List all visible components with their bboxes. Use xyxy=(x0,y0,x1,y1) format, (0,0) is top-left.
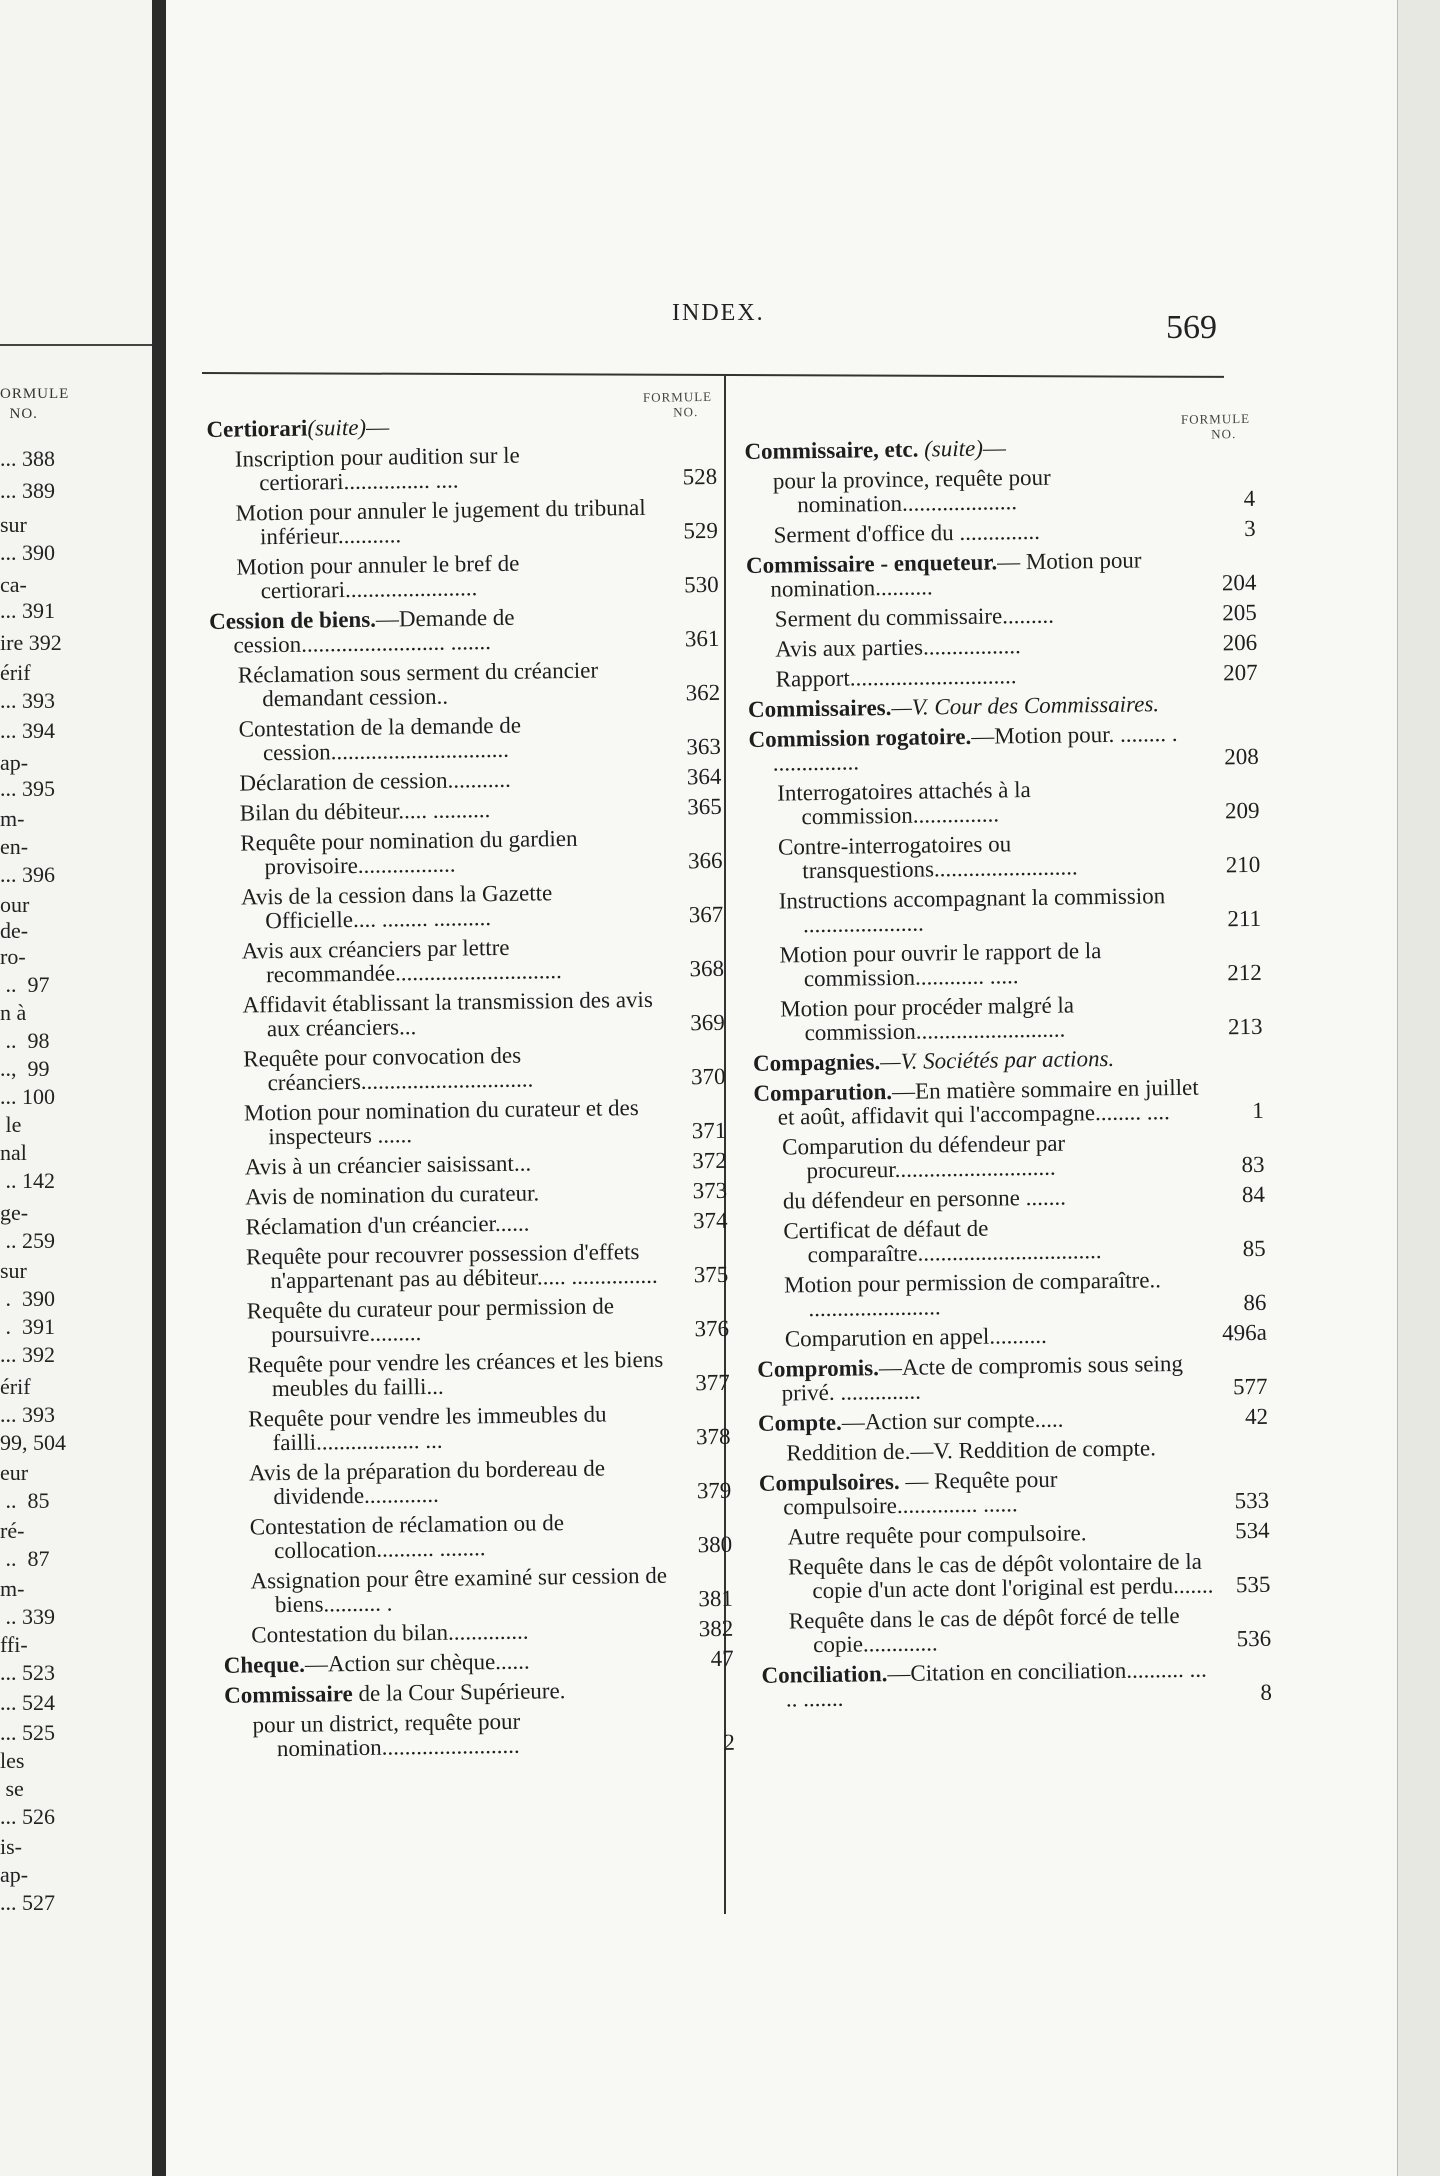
index-subentry xyxy=(757,1321,1267,1352)
formule-number: 4 xyxy=(1243,485,1256,512)
entry-text: Avis de la cession dans la Gazette Officielle.... ........ .......... xyxy=(240,880,553,934)
formule-number: 530 xyxy=(684,571,719,598)
previous-page-entry: .. 97 xyxy=(0,972,50,997)
index-subentry xyxy=(212,825,723,880)
header-rule xyxy=(202,372,1224,378)
entry-text: Serment d'office du .............. xyxy=(773,518,1041,548)
formule-number: 367 xyxy=(688,901,724,928)
previous-page-entry: ... 393 xyxy=(0,688,55,713)
column-heading-no: NO. xyxy=(1211,426,1237,442)
entry-heading: Commissaire, etc. xyxy=(744,436,919,464)
previous-page-entry: .. 142 xyxy=(0,1168,55,1193)
index-subentry xyxy=(750,829,1261,884)
index-subentry xyxy=(219,1293,730,1348)
previous-page-entry: . 391 xyxy=(0,1314,55,1339)
index-subentry xyxy=(749,775,1260,830)
previous-page-entry: ... 525 xyxy=(0,1720,55,1745)
entry-text: Rapport............................. xyxy=(775,663,1017,692)
index-subentry xyxy=(761,1603,1272,1658)
formule-number: 213 xyxy=(1227,1013,1263,1040)
previous-page-entry: .. 87 xyxy=(0,1546,50,1571)
entry-text: Contre-interrogatoires ou transquestions......................... xyxy=(777,831,1078,884)
formule-number xyxy=(661,435,717,436)
index-subentry xyxy=(754,1129,1265,1184)
formule-number: 371 xyxy=(691,1117,727,1144)
column-heading-formule: FORMULE xyxy=(642,388,713,405)
entry-text: Instructions accompagnant la commission ..................... xyxy=(778,883,1166,938)
index-subentry xyxy=(222,1563,733,1618)
entry-text: Réclamation d'un créancier...... xyxy=(245,1210,530,1240)
previous-page-entry: ... 523 xyxy=(0,1660,55,1685)
index-subentry xyxy=(208,549,719,604)
left-column xyxy=(206,389,735,1768)
entry-text: Requête du curateur pour permission de poursuivre......... xyxy=(246,1293,615,1348)
entry-heading: Certiorari xyxy=(206,415,308,442)
index-subentry xyxy=(758,1435,1268,1466)
entry-text: Motion pour nomination du curateur et des inspecteurs ...... xyxy=(243,1095,639,1150)
formule-number: 208 xyxy=(1224,743,1259,770)
previous-page-header: ORMULE NO. xyxy=(0,386,70,422)
entry-rest: —Motion pour. ........ . ............... xyxy=(772,720,1178,776)
formule-number: 381 xyxy=(698,1585,734,1612)
index-subentry xyxy=(756,1267,1267,1322)
entry-text: Bilan du débiteur..... .......... xyxy=(239,797,491,826)
entry-rest: — xyxy=(365,414,390,440)
previous-page-entry: m- xyxy=(0,1576,25,1601)
entry-text: Réclamation sous serment du créancier demandant cession.. xyxy=(237,657,599,712)
formule-number xyxy=(1199,457,1255,458)
entry-text xyxy=(746,548,1201,602)
index-entry xyxy=(209,603,720,658)
entry-text: Serment du commissaire......... xyxy=(774,602,1055,632)
entry-heading: Compte. xyxy=(757,1409,842,1436)
index-subentry xyxy=(217,1149,727,1180)
entry-rest: — Motion pour nomination.......... xyxy=(770,547,1142,602)
previous-page-entry: érif xyxy=(0,1374,31,1399)
previous-page-entry: ... 391 xyxy=(0,598,55,623)
previous-page-fragment xyxy=(0,0,153,2176)
formule-number: 365 xyxy=(687,793,722,820)
entry-rest: de la Cour Supérieure. xyxy=(352,1678,566,1707)
index-subentry xyxy=(751,937,1262,992)
formule-number: 375 xyxy=(693,1261,729,1288)
index-subentry xyxy=(212,795,722,826)
index-subentry xyxy=(214,933,725,988)
entry-heading: Cession de biens. xyxy=(208,606,377,634)
entry-heading: Compagnies. xyxy=(752,1049,881,1076)
formule-number: 534 xyxy=(1234,1517,1270,1544)
formule-number: 373 xyxy=(692,1177,728,1204)
formule-number: 529 xyxy=(683,517,719,544)
formule-number: 205 xyxy=(1222,599,1257,626)
index-subentry xyxy=(220,1401,731,1456)
previous-page-entry: sur xyxy=(0,512,27,537)
formule-number: 83 xyxy=(1241,1151,1265,1178)
previous-page-entry: nal xyxy=(0,1140,27,1165)
formule-number: 377 xyxy=(695,1369,730,1396)
entry-text: Contestation de la demande de cession............................... xyxy=(238,712,522,766)
index-subentry xyxy=(752,991,1263,1046)
entry-italic: (suite) xyxy=(307,414,367,441)
formule-number: 364 xyxy=(686,763,722,790)
formule-number: 379 xyxy=(696,1477,732,1504)
right-entries xyxy=(744,433,1272,1712)
entry-heading: Commission rogatoire. xyxy=(748,723,972,752)
entry-text: Avis de nomination du curateur. xyxy=(245,1180,540,1210)
entry-text xyxy=(224,1678,678,1708)
previous-page-entry: .. 85 xyxy=(0,1488,50,1513)
previous-page-entry: ... 100 xyxy=(0,1084,55,1109)
formule-number: 207 xyxy=(1222,659,1258,686)
index-subentry xyxy=(755,1213,1266,1268)
entry-text: Motion pour ouvrir le rapport de la commission............ ..... xyxy=(779,938,1102,992)
entry-heading: Conciliation. xyxy=(761,1661,888,1688)
index-subentry xyxy=(223,1617,733,1648)
previous-page-entry: ... 393 xyxy=(0,1402,55,1427)
previous-page-entry: en- xyxy=(0,834,29,859)
entry-text: Déclaration de cession........... xyxy=(239,766,512,796)
index-entry xyxy=(224,1647,734,1678)
previous-page-entry: .. 339 xyxy=(0,1604,55,1629)
entry-text: Avis de la préparation du bordereau de dividende............. xyxy=(248,1455,606,1510)
previous-page-entry: .., 99 xyxy=(0,1056,50,1081)
previous-page-entry: ... 526 xyxy=(0,1804,55,1829)
formule-number xyxy=(1207,1069,1263,1070)
entry-heading: Cheque. xyxy=(223,1651,306,1678)
index-subentry xyxy=(219,1347,730,1402)
index-entry xyxy=(206,411,716,442)
entry-italic: (suite) xyxy=(918,435,984,462)
entry-text: Requête pour vendre les immeubles du failli.................. ... xyxy=(248,1401,607,1456)
formule-number: 3 xyxy=(1243,515,1256,542)
formule-number: 2 xyxy=(723,1729,736,1755)
previous-page-entry: érif xyxy=(0,660,31,685)
index-entry xyxy=(753,1075,1264,1130)
index-subentry xyxy=(215,1041,726,1096)
index-subentry xyxy=(759,1519,1269,1550)
entry-text: Requête pour convocation des créanciers.............................. xyxy=(243,1042,534,1096)
entry-rest: —Demande de cession......................... ....... xyxy=(233,604,515,658)
previous-page-entry: ré- xyxy=(0,1518,25,1543)
formule-number: 376 xyxy=(694,1315,730,1342)
previous-page-entry: les xyxy=(0,1748,25,1773)
index-subentry xyxy=(213,879,724,934)
entry-text: Avis aux parties................. xyxy=(775,633,1021,662)
previous-page-entry: ... 389 xyxy=(0,478,55,503)
entry-text: Requête pour recouvrer possession d'effets n'appartenant pas au débiteur..... ............... xyxy=(245,1239,658,1294)
index-subentry xyxy=(210,711,721,766)
index-subentry xyxy=(217,1209,727,1240)
formule-number: 1 xyxy=(1252,1097,1264,1123)
previous-page-entry: .. 259 xyxy=(0,1228,55,1253)
entry-text: Inscription pour audition sur le certiorari............... .... xyxy=(234,442,520,496)
right-column xyxy=(744,411,1272,1718)
previous-page-entry: ... 395 xyxy=(0,776,55,801)
entry-heading: Compulsoires. xyxy=(758,1468,900,1496)
entry-heading: Commissaire xyxy=(223,1681,353,1708)
previous-page-entry: ire 392 xyxy=(0,630,62,655)
entry-text xyxy=(224,1648,678,1678)
index-subentry xyxy=(211,765,721,796)
index-entry xyxy=(748,691,1258,722)
formule-number: 368 xyxy=(689,955,725,982)
previous-page-rule xyxy=(0,344,152,346)
index-subentry xyxy=(745,463,1256,518)
column-heading-no: NO. xyxy=(673,404,699,420)
entry-rest: — Requête pour compulsoire.............. ...... xyxy=(783,1466,1058,1520)
previous-page-entry: se xyxy=(0,1776,24,1801)
formule-number: 577 xyxy=(1232,1373,1268,1400)
index-entry xyxy=(757,1351,1268,1406)
entry-rest: —Acte de compromis sous seing privé. .............. xyxy=(781,1350,1184,1406)
index-subentry xyxy=(224,1707,735,1762)
formule-number: 211 xyxy=(1227,905,1262,932)
previous-page-entry: .. 98 xyxy=(0,1028,50,1053)
entry-text xyxy=(761,1658,1216,1712)
entry-text: Motion pour annuler le bref de certiorari....................... xyxy=(236,550,520,604)
entry-text xyxy=(206,412,660,442)
entry-text: Motion pour procéder malgré la commission.......................... xyxy=(780,992,1075,1046)
formule-number: 382 xyxy=(698,1615,734,1642)
entry-text xyxy=(209,604,664,658)
entry-text xyxy=(753,1046,1207,1076)
page-edge xyxy=(1397,0,1440,2176)
previous-page-entry: ap- xyxy=(0,750,29,775)
index-subentry xyxy=(745,517,1255,548)
left-entries xyxy=(206,411,735,1762)
entry-text: Certificat de défaut de comparaître................................ xyxy=(783,1215,1102,1268)
previous-page-entry: ap- xyxy=(0,1862,29,1887)
entry-text xyxy=(748,692,1202,722)
page-number: 569 xyxy=(1166,309,1217,346)
index-entry xyxy=(746,547,1257,602)
previous-page-entry: sur xyxy=(0,1258,27,1283)
index-entry xyxy=(761,1657,1272,1712)
entry-rest: —Citation en conciliation.......... ... .. ....... xyxy=(785,1656,1207,1712)
entry-text xyxy=(757,1352,1212,1406)
entry-text: Interrogatoires attachés à la commission............... xyxy=(777,777,1031,830)
entry-italic: —V. Cour des Commissaires. xyxy=(891,691,1160,720)
index-subentry xyxy=(222,1509,733,1564)
index-page xyxy=(166,0,1440,2176)
formule-number: 204 xyxy=(1221,569,1257,596)
entry-rest: —En matière sommaire en juillet et août, affidavit qui l'accompagne........ .... xyxy=(777,1074,1199,1130)
previous-page-entry: ro- xyxy=(0,944,26,969)
index-entry xyxy=(224,1677,734,1708)
entry-rest: — xyxy=(982,435,1007,461)
formule-number: 366 xyxy=(687,847,723,874)
entry-text: Requête pour vendre les créances et les biens meubles du failli... xyxy=(247,1346,664,1402)
index-entry xyxy=(759,1465,1270,1520)
entry-text: Contestation du bilan.............. xyxy=(251,1618,529,1648)
entry-text xyxy=(753,1076,1208,1130)
index-subentry xyxy=(760,1549,1271,1604)
formule-number: 8 xyxy=(1260,1679,1273,1705)
entry-text: du défendeur en personne ....... xyxy=(782,1184,1067,1214)
entry-heading: Comparution. xyxy=(753,1078,893,1106)
index-subentry xyxy=(218,1239,729,1294)
page-gutter xyxy=(152,0,166,2176)
previous-page-entry: ... 388 xyxy=(0,446,55,471)
formule-number xyxy=(1202,715,1258,716)
previous-page-entry: le xyxy=(0,1112,22,1137)
entry-text: Avis aux créanciers par lettre recommandée............................. xyxy=(241,934,562,988)
entry-text xyxy=(744,434,1198,464)
formule-number: 212 xyxy=(1227,959,1262,986)
previous-page-entry: . 390 xyxy=(0,1286,55,1311)
formule-number: 361 xyxy=(684,625,720,652)
entry-text: Contestation de réclamation ou de collocation.......... ........ xyxy=(249,1510,565,1564)
index-entry xyxy=(753,1045,1263,1076)
entry-text: Reddition de.—V. Reddition de compte. xyxy=(786,1435,1157,1466)
entry-text: Assignation pour être examiné sur cession de biens.......... . xyxy=(250,1562,668,1618)
previous-page-entry: our xyxy=(0,892,30,917)
formule-number: 370 xyxy=(690,1063,726,1090)
entry-text: Avis à un créancier saisissant... xyxy=(244,1150,532,1180)
entry-text: pour un district, requête pour nomination........................ xyxy=(252,1708,521,1762)
index-subentry xyxy=(214,987,725,1042)
entry-text: Motion pour annuler le jugement du tribunal inférieur........... xyxy=(235,494,646,550)
formule-number: 374 xyxy=(692,1207,728,1234)
formule-number: 378 xyxy=(695,1423,731,1450)
previous-page-entry: ... 390 xyxy=(0,540,55,565)
entry-text: Comparution en appel.......... xyxy=(784,1322,1047,1352)
previous-page-entry: 99, 504 xyxy=(0,1430,66,1455)
entry-text xyxy=(748,722,1203,776)
previous-page-entry: de- xyxy=(0,918,29,943)
index-subentry xyxy=(207,495,718,550)
formule-number xyxy=(678,1701,734,1702)
formule-number: 369 xyxy=(690,1009,725,1036)
index-entry xyxy=(758,1405,1268,1436)
column-heading-formule: FORMULE xyxy=(1180,410,1251,427)
index-entry xyxy=(744,433,1254,464)
formule-number: 362 xyxy=(685,679,721,706)
formule-number: 496a xyxy=(1221,1319,1267,1346)
entry-text: Comparution du défendeur par procureur............................ xyxy=(782,1130,1066,1184)
index-subentry xyxy=(747,631,1257,662)
index-subentry xyxy=(217,1179,727,1210)
entry-italic: —V. Sociétés par actions. xyxy=(879,1045,1115,1075)
entry-heading: Commissaires. xyxy=(747,694,892,722)
formule-number: 363 xyxy=(686,733,722,760)
previous-page-entry: ... 396 xyxy=(0,862,55,887)
previous-page-entry: n à xyxy=(0,1000,27,1025)
previous-page-entry: ca- xyxy=(0,572,27,597)
formule-number: 209 xyxy=(1224,797,1260,824)
index-subentry xyxy=(207,441,718,496)
formule-number: 380 xyxy=(697,1531,733,1558)
previous-page-entry: ... 524 xyxy=(0,1690,55,1715)
index-subentry xyxy=(747,661,1257,692)
formule-number: 528 xyxy=(682,463,718,490)
entry-text: Autre requête pour compulsoire. xyxy=(787,1520,1087,1550)
formule-number: 535 xyxy=(1235,1571,1271,1598)
entry-text: Motion pour permission de comparaître.. ....................... xyxy=(783,1267,1162,1322)
previous-page-entry: ... 392 xyxy=(0,1342,55,1367)
formule-number: 372 xyxy=(692,1147,727,1174)
entry-heading: Compromis. xyxy=(757,1355,880,1382)
formule-number: 206 xyxy=(1222,629,1258,656)
previous-page-entry: ... 394 xyxy=(0,718,55,743)
formule-number: 47 xyxy=(710,1645,734,1672)
previous-page-entry: ffi- xyxy=(0,1632,28,1657)
formule-number: 533 xyxy=(1234,1487,1270,1514)
previous-page-entry: eur xyxy=(0,1460,29,1485)
index-subentry xyxy=(221,1455,732,1510)
formule-number: 536 xyxy=(1236,1625,1272,1652)
formule-number: 42 xyxy=(1244,1403,1269,1430)
index-subentry xyxy=(216,1095,727,1150)
previous-page-entry: m- xyxy=(0,806,25,831)
entry-text: pour la province, requête pour nomination.................... xyxy=(772,464,1051,518)
previous-page-entry: is- xyxy=(0,1834,22,1859)
index-subentry xyxy=(755,1183,1265,1214)
index-subentry xyxy=(751,883,1262,938)
index-subentry xyxy=(210,657,721,712)
index-entry xyxy=(748,721,1259,776)
entry-heading: Commissaire - enqueteur. xyxy=(745,549,998,578)
entry-text: Requête dans le cas de dépôt forcé de telle copie............. xyxy=(788,1603,1180,1658)
entry-text: Requête pour nomination du gardien provisoire................. xyxy=(240,825,578,880)
index-subentry xyxy=(747,601,1257,632)
entry-text: Requête dans le cas de dépôt volontaire de la copie d'un acte dont l'original est perdu....... xyxy=(787,1548,1214,1604)
page-title: INDEX. xyxy=(672,300,765,326)
formule-number: 84 xyxy=(1241,1181,1266,1208)
entry-text xyxy=(758,1406,1212,1436)
formule-number xyxy=(1213,1459,1269,1460)
entry-rest: —Action sur compte..... xyxy=(841,1406,1064,1435)
entry-text: Affidavit établissant la transmission des avis aux créanciers... xyxy=(242,986,653,1042)
entry-rest: —Action sur chèque...... xyxy=(304,1648,530,1677)
formule-number: 85 xyxy=(1242,1235,1266,1262)
previous-page-entry: ... 527 xyxy=(0,1890,55,1915)
previous-page-entry: ge- xyxy=(0,1200,29,1225)
formule-number: 210 xyxy=(1225,851,1261,878)
entry-text xyxy=(759,1466,1214,1520)
formule-number: 86 xyxy=(1243,1289,1267,1316)
